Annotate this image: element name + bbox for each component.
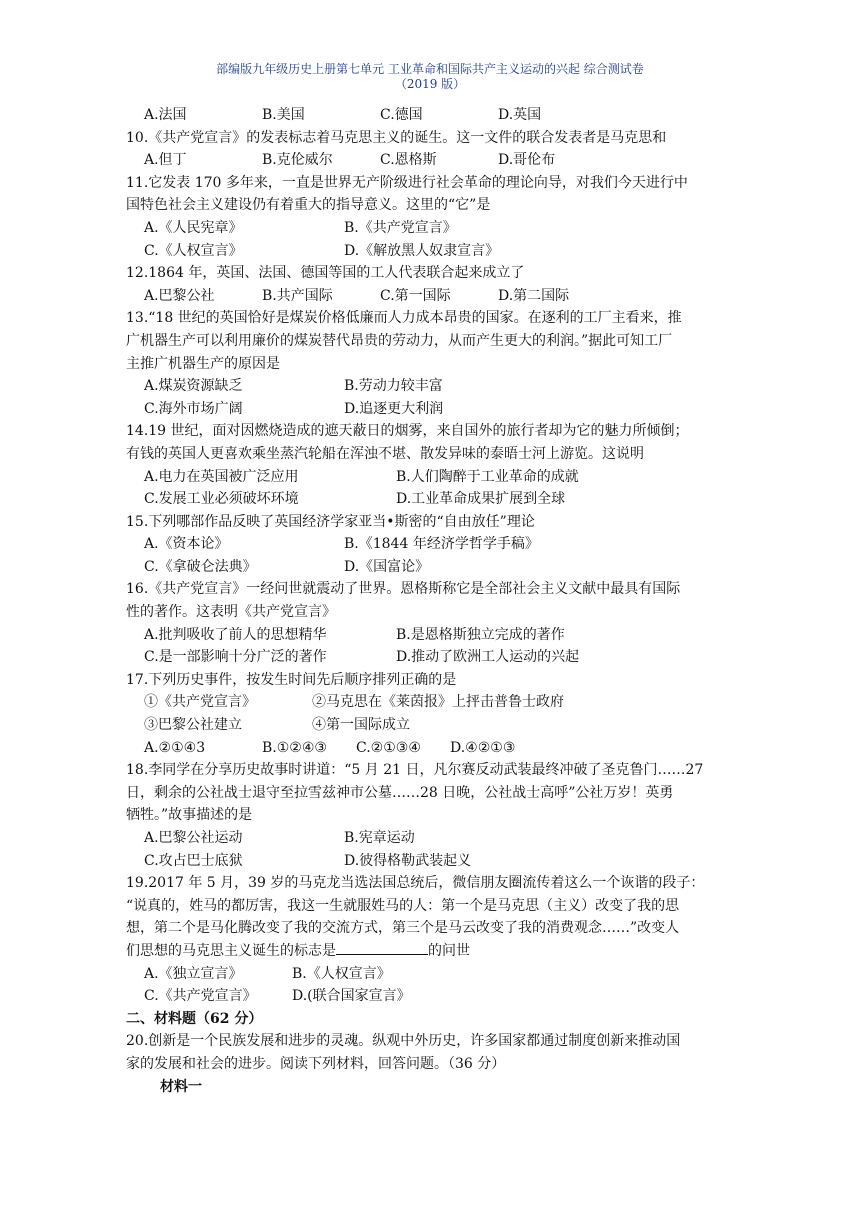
q17-event-1: ①《共产党宣言》 — [144, 694, 256, 711]
q19-stem-line4-start: 们思想的马克思主义诞生的标志是 — [126, 942, 336, 959]
q17-event-4: ④第一国际成立 — [312, 717, 410, 734]
document-body — [126, 104, 746, 1098]
q11-options-row1 — [126, 217, 746, 240]
q11-option-b: B.《共产党宣言》 — [344, 219, 457, 236]
q18-options-row1 — [126, 827, 746, 850]
header-title: 部编版九年级历史上册第七单元 工业革命和国际共产主义运动的兴起 综合测试卷 — [216, 62, 644, 76]
q12-options — [126, 285, 746, 308]
q14-stem-line1: 14.19 世纪，面对因燃烧造成的遮天蔽日的烟雾，来自国外的旅行者却为它的魅力所倾倒； — [126, 423, 689, 440]
q19-answer-blank — [336, 940, 428, 955]
q19-stem-line4 — [126, 940, 746, 963]
q17-option-c: C.②①③④ — [356, 739, 421, 756]
q17-event-3: ③巴黎公社建立 — [144, 717, 242, 734]
q19-stem-line3: 想，第二个是马化腾改变了我的交流方式，第三个是马云改变了我的消费观念……”改变人 — [126, 920, 680, 937]
q13-option-c: C.海外市场广阔 — [144, 400, 243, 417]
q9-option-c: C.德国 — [380, 107, 423, 123]
q17-option-d: D.④②①③ — [450, 739, 516, 756]
q10-option-b: B.克伦威尔 — [262, 152, 333, 169]
header-edition: （2019 版） — [394, 77, 466, 91]
q18-stem-line1: 18.李同学在分享历史故事时讲道：“5 月 21 日，凡尔赛反动武装最终冲破了圣克鲁门……27 — [126, 762, 704, 779]
q20-stem-line1: 20.创新是一个民族发展和进步的灵魂。纵观中外历史，许多国家都通过制度创新来推动国 — [126, 1033, 681, 1050]
q9-option-b: B.美国 — [262, 107, 305, 123]
q16-option-b: B.是恩格斯独立完成的著作 — [396, 626, 565, 643]
q19-stem-line4-end: 的问世 — [428, 942, 470, 959]
q17-option-a: A.②①④3 — [144, 739, 206, 756]
q17-stem: 17.下列历史事件，按发生时间先后顺序排列正确的是 — [126, 671, 457, 688]
q20-material-1-label: 材料一 — [160, 1078, 202, 1095]
q15-options-row1 — [126, 533, 746, 556]
q13-option-a: A.煤炭资源缺乏 — [144, 378, 243, 395]
q11-option-a: A.《人民宪章》 — [144, 219, 243, 236]
q13-option-d: D.追逐更大利润 — [344, 400, 444, 417]
q10-option-a: A.但丁 — [144, 152, 187, 169]
q11-options-row2 — [126, 240, 746, 263]
q17-events-row1 — [126, 691, 746, 714]
q11-option-c: C.《人权宣言》 — [144, 242, 243, 259]
q11-stem-line2: 国特色社会主义建设仍有着重大的指导意义。这里的“它”是 — [126, 197, 491, 214]
q10-option-c: C.恩格斯 — [380, 152, 437, 169]
q16-option-a: A.批判吸收了前人的思想精华 — [144, 626, 327, 643]
q9-option-d: D.英国 — [498, 107, 542, 123]
q18-stem-line3: 牺牲。”故事描述的是 — [126, 807, 253, 824]
q12-option-d: D.第二国际 — [498, 287, 570, 304]
q19-option-b: B.《人权宣言》 — [292, 965, 391, 982]
q13-stem-line2: 广机器生产可以利用廉价的煤炭替代昂贵的劳动力，从而产生更大的利润。”据此可知工厂 — [126, 332, 673, 349]
q13-option-b: B.劳动力较丰富 — [344, 378, 443, 395]
q18-option-d: D.彼得格勒武装起义 — [344, 852, 472, 869]
q17-option-b: B.①②④③ — [262, 739, 327, 756]
page-header — [0, 62, 860, 92]
q19-options-row2 — [126, 985, 746, 1008]
q10-stem: 10.《共产党宣言》的发表标志着马克思主义的诞生。这一文件的联合发表者是马克思和 — [126, 129, 667, 146]
q13-stem-line1: 13.“18 世纪的英国恰好是煤炭价格低廉而人力成本昂贵的国家。在逐利的工厂主看来，推 — [126, 310, 682, 327]
q14-option-d: D.工业革命成果扩展到全球 — [396, 491, 566, 508]
q10-option-d: D.哥伦布 — [498, 152, 556, 169]
q19-option-c: C.《共产党宣言》 — [144, 988, 257, 1005]
q19-stem-line1: 19.2017 年 5 月，39 岁的马克龙当选法国总统后，微信朋友圈流传着这么一个诙谐的段子： — [126, 875, 705, 892]
q19-stem-line2: “说真的，姓马的都厉害，我这一生就服姓马的人：第一个是马克思（主义）改变了我的思 — [126, 897, 680, 914]
q9-options — [126, 104, 746, 127]
q17-options — [126, 737, 746, 760]
q11-stem-line1: 11.它发表 170 多年来，一直是世界无产阶级进行社会革命的理论向导，对我们今天进行中 — [126, 174, 688, 191]
q11-option-d: D.《解放黑人奴隶宣言》 — [344, 242, 500, 259]
q12-option-b: B.共产国际 — [262, 287, 333, 304]
q14-option-b: B.人们陶醉于工业革命的成就 — [396, 468, 579, 485]
q12-stem: 12.1864 年，英国、法国、德国等国的工人代表联合起来成立了 — [126, 265, 525, 282]
q16-options-row2 — [126, 646, 746, 669]
q14-stem-line2: 有钱的英国人更喜欢乘坐蒸汽轮船在浑浊不堪、散发异味的泰晤士河上游览。这说明 — [126, 445, 644, 462]
q12-option-c: C.第一国际 — [380, 287, 451, 304]
q19-option-d: D.(联合国家宣言》 — [292, 988, 411, 1005]
q18-option-c: C.攻占巴士底狱 — [144, 852, 243, 869]
q18-options-row2 — [126, 850, 746, 873]
q16-stem-line1: 16.《共产党宣言》一经问世就震动了世界。恩格斯称它是全部社会主义文献中最具有国际 — [126, 581, 681, 598]
q9-option-a: A.法国 — [144, 107, 187, 123]
q15-option-c: C.《拿破仑法典》 — [144, 558, 257, 575]
q16-options-row1 — [126, 624, 746, 647]
q16-option-d: D.推动了欧洲工人运动的兴起 — [396, 649, 580, 666]
q13-options-row1 — [126, 375, 746, 398]
q15-options-row2 — [126, 556, 746, 579]
q12-option-a: A.巴黎公社 — [144, 287, 215, 304]
q13-stem-line3: 主推广机器生产的原因是 — [126, 355, 280, 372]
q14-options-row1 — [126, 466, 746, 489]
q14-option-a: A.电力在英国被广泛应用 — [144, 468, 299, 485]
q18-option-b: B.宪章运动 — [344, 830, 415, 846]
q19-options-row1 — [126, 963, 746, 986]
q15-option-a: A.《资本论》 — [144, 536, 229, 553]
q10-options — [126, 149, 746, 172]
q18-option-a: A.巴黎公社运动 — [144, 830, 243, 846]
q19-option-a: A.《独立宣言》 — [144, 965, 243, 982]
q17-event-2: ②马克思在《莱茵报》上抨击普鲁士政府 — [312, 694, 564, 711]
q15-stem: 15.下列哪部作品反映了英国经济学家亚当•斯密的“自由放任”理论 — [126, 513, 535, 530]
q16-stem-line2: 性的著作。这表明《共产党宣言》 — [126, 604, 336, 621]
q16-option-c: C.是一部影响十分广泛的著作 — [144, 649, 327, 666]
q13-options-row2 — [126, 398, 746, 421]
q20-stem-line2: 家的发展和社会的进步。阅读下列材料，回答问题。（36 分） — [126, 1055, 506, 1072]
q15-option-d: D.《国富论》 — [344, 558, 430, 575]
section-2-heading: 二、材料题（62 分） — [126, 1010, 263, 1027]
q14-option-c: C.发展工业必须破坏环境 — [144, 491, 299, 508]
q18-stem-line2: 日，剩余的公社战士退守至拉雪兹神市公墓……28 日晚，公社战士高呼”公社万岁！英勇 — [126, 784, 674, 801]
q14-options-row2 — [126, 488, 746, 511]
q17-events-row2 — [126, 714, 746, 737]
q15-option-b: B.《1844 年经济学哲学手稿》 — [344, 536, 539, 553]
